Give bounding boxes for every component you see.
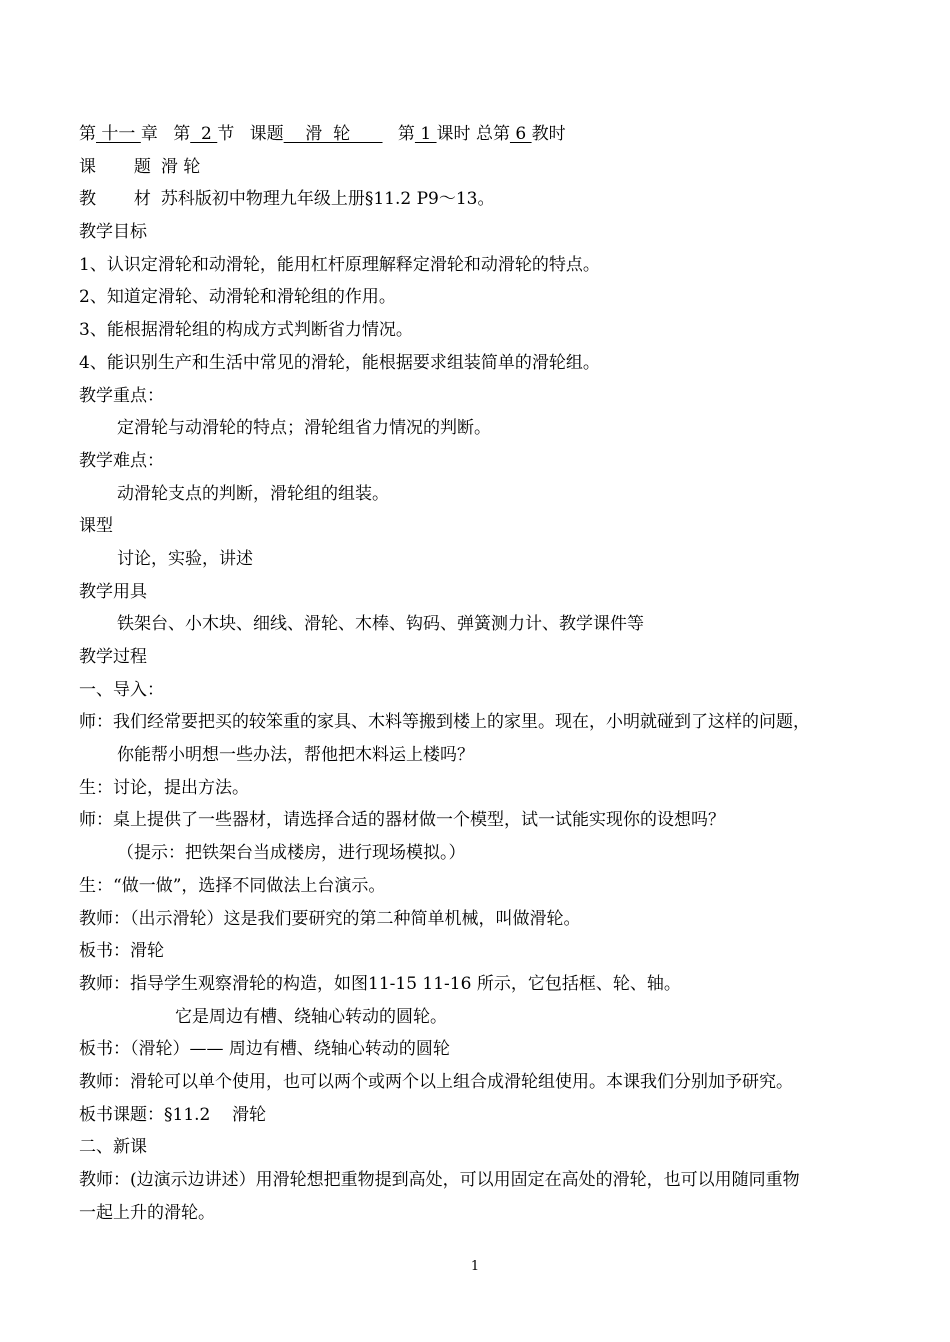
section-heading: 教学目标: [79, 222, 147, 243]
dialogue-line: 教师：滑轮可以单个使用，也可以两个或两个以上组合成滑轮组使用。本课我们分别加予研究。: [79, 1071, 793, 1092]
section-heading: 教学重点：: [79, 385, 164, 406]
topic-row: [79, 151, 879, 184]
objective-item: 3、能根据滑轮组的构成方式判断省力情况。: [79, 320, 413, 341]
paragraph: 铁架台、小木块、细线、滑轮、木棒、钩码、弹簧测力计、教学课件等: [117, 614, 644, 635]
hint-line: （提示：把铁架台当成楼房，进行现场模拟。）: [117, 843, 466, 864]
topic-row-label: 课 题: [79, 156, 151, 177]
dialogue-line: 师：桌上提供了一些器材，请选择合适的器材做一个模型，试一试能实现你的设想吗？: [79, 810, 725, 831]
lesson-header: [79, 118, 879, 151]
document-body: [79, 118, 879, 1229]
section-heading: 课型: [79, 516, 113, 537]
dialogue-line: 教师：（出示滑轮）这是我们要研究的第二种简单机械，叫做滑轮。: [79, 908, 581, 929]
dialogue-line: 师：我们经常要把买的较笨重的家具、木料等搬到楼上的家里。现在，小明就碰到了这样的问题，: [79, 712, 810, 733]
dialogue-continuation: 你能帮小明想一些办法，帮他把木料运上楼吗？: [117, 745, 474, 766]
dialogue-continuation: 它是周边有槽、绕轴心转动的圆轮。: [175, 1006, 447, 1027]
lesson-number: 1: [414, 124, 437, 144]
board-note: 板书：（滑轮）—— 周边有槽、绕轴心转动的圆轮: [79, 1039, 450, 1060]
topic-value: 滑 轮: [283, 124, 383, 144]
dialogue-line: 生：“做一做”，选择不同做法上台演示。: [79, 875, 386, 896]
subsection-heading: 二、新课: [79, 1137, 147, 1158]
page-number: 1: [470, 1259, 480, 1274]
subsection-heading: 一、导入：: [79, 679, 164, 700]
textbook-row: [79, 183, 879, 216]
total-number: 6: [509, 124, 532, 144]
textbook-value: 苏科版初中物理九年级上册§11.2 P9～13。: [160, 189, 495, 210]
topic-row-value: 滑 轮: [160, 156, 201, 177]
dialogue-line: 教师：指导学生观察滑轮的构造，如图11-15 11-16 所示，它包括框、轮、轴。: [79, 973, 681, 994]
objective-item: 2、知道定滑轮、动滑轮和滑轮组的作用。: [79, 287, 396, 308]
section-heading: 教学过程: [79, 647, 147, 667]
section-number: 2: [190, 124, 218, 144]
chapter-number: 十一: [96, 124, 141, 144]
section-heading: 教学用具: [79, 581, 147, 602]
objective-item: 4、能识别生产和生活中常见的滑轮，能根据要求组装简单的滑轮组。: [79, 352, 600, 373]
objective-item: 1、认识定滑轮和动滑轮，能用杠杆原理解释定滑轮和动滑轮的特点。: [79, 254, 600, 275]
chapter-prefix: 第: [79, 124, 96, 144]
paragraph: 动滑轮支点的判断，滑轮组的组装。: [117, 483, 389, 504]
section-heading: 教学难点：: [79, 450, 164, 471]
dialogue-line: 生：讨论，提出方法。: [79, 777, 249, 798]
paragraph: 讨论，实验，讲述: [117, 548, 253, 569]
chapter-suffix: 章: [140, 124, 158, 144]
section-prefix: 第: [173, 124, 191, 144]
paragraph: 定滑轮与动滑轮的特点；滑轮组省力情况的判断。: [117, 418, 491, 439]
board-note: 板书：滑轮: [79, 941, 164, 962]
total-prefix: 总第: [475, 124, 510, 144]
section-suffix: 节: [217, 124, 235, 144]
lesson-prefix: 第: [397, 124, 415, 144]
lesson-suffix: 课时: [436, 124, 471, 144]
board-note: 板书课题：§11.2 滑轮: [79, 1104, 266, 1125]
dialogue-continuation: 一起上升的滑轮。: [79, 1202, 215, 1223]
topic-label: 课题: [249, 124, 284, 144]
dialogue-line: 教师：(边演示边讲述）用滑轮想把重物提到高处，可以用固定在高处的滑轮，也可以用随同重物: [79, 1170, 800, 1190]
textbook-label: 教 材: [79, 189, 151, 210]
total-suffix: 教时: [531, 124, 566, 144]
